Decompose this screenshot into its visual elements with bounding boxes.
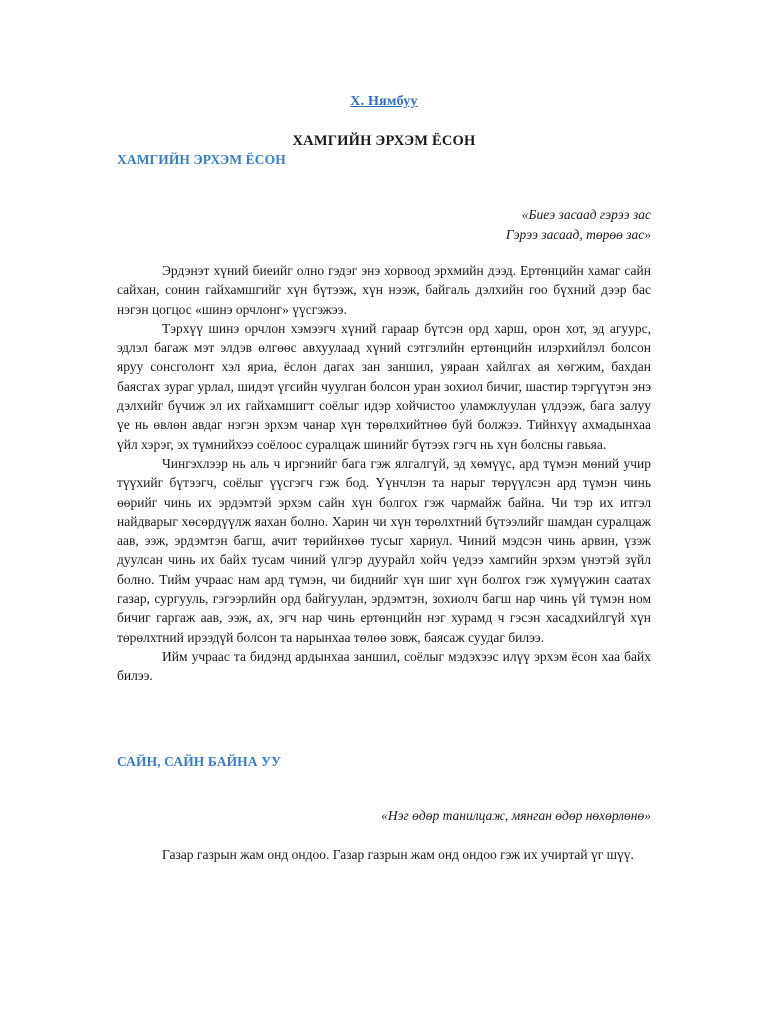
- paragraph: Ийм учраас та бидэнд ардынхаа заншил, соёлыг мэдэхээс илүү эрхэм ёсон хаа байх билээ.: [117, 648, 651, 684]
- section-2-body: [117, 845, 651, 864]
- section-1-body: [117, 261, 651, 686]
- section-heading-1: ХАМГИЙН ЭРХЭМ ЁСОН: [117, 152, 286, 167]
- paragraph: Эрдэнэт хүний биеийг олно гэдэг энэ хорвоод эрхмийн дээд. Ертөнцийн хамаг сайн сайхан, сонин гайхамшгийг хүн бүтээж, хүн нээж, байгаль дэлхийн гоо бүхний дээр бас нэгэн цогцос «шинэ орчлонг» үүсгэжээ.: [117, 263, 651, 317]
- epigraph-1: [506, 205, 651, 245]
- epigraph-line: «Нэг өдөр танилцаж, мянган өдөр нөхөрлөнө»: [381, 808, 651, 823]
- epigraph-line: Гэрээ засаад, төрөө зас»: [505, 227, 651, 242]
- paragraph: Газар газрын жам онд ондоо. Газар газрын жам онд ондоо гэж их учиртай үг шүү.: [162, 847, 634, 862]
- section-heading-2: САЙН, САЙН БАЙНА УУ: [117, 754, 282, 769]
- document-title: ХАМГИЙН ЭРХЭМ ЁСОН: [292, 133, 476, 149]
- author-link[interactable]: Х. Нямбуу: [350, 94, 418, 109]
- epigraph-2: [381, 806, 651, 826]
- paragraph: Чингэхлээр нь аль ч иргэнийг бага гэж ялгалгүй, эд хөмүүс, ард түмэн мөний учир түүхийг бүтээгч, соёлыг үүсгэгч гэж бод. Үүнчлэн та нарыг төрүүлсэн ард түмэн чинь өөрийг чинь их эрдэмтэй эрхэм сайн хүн болгох гэж чармайж байна. Чи тэр их итгэл найдварыг хөсөрдүүлж яахан болно. Харин чи хүн төрөлхтний бүтээлийг шамдан суралцаж аав, ээж, эрдэмтэн багш, ачит төрийнхөө тусыг хариул. Чиний мэдсэн чинь арвин, үзэж дуулсан чинь их байх тусам чиний үлгэр дуурайл хойч үедээ хамгийн эрхэм үнэтэй зүйл болно. Тийм учраас нам ард түмэн, чи биднийг хүн шиг хүн болгох гэж хүмүүжин саатах газар, сургууль, гэгээрлийн орд байгуулан, эрдэмтэн, зохиолч багш нар чинь үй түмэн ном бичиг гаргаж аав, ээж, ах, эгч нар чинь ертөнцийн нэг хурамд ч гэсэн хасадхийлгүй хүн төрөлхтний ирээдүй болсон та нарынхаа төлөө зовж, баясаж суудаг билээ.: [117, 455, 651, 645]
- paragraph: Тэрхүү шинэ орчлон хэмээгч хүний гараар бүтсэн орд харш, орон хот, эд агуурс, эдлэл багаж мэт элдэв өлгөөс авхуулаад хүний сэтгэлийн ертөнцийн илэрхийлэл болсон яруу сонсголонт хэл яриа, ёслон дагах зан заншил, уяраан хайлгах ая хөгжим, бахдан баясгах зураг урлал, шидэт үгсийн чуулган болсон уран зохиол бичиг, шастир тэргүүтэн энэ дэлхийг бүчиж эл их гайхамшигт соёлыг идэр хойчистоо уламжлуулан үлдээж, бага залуу үе нь өвлөн авдаг нэгэн эрхэм чанар хүн төрөлхийтнөө буй болжээ. Тийнхүү ахмадынхаа үйл хэрэг, эх түмнийхээ соёлоос суралцаж шинийг бүтээх гэгч нь хүн болсны гавьяа.: [117, 320, 651, 452]
- epigraph-line: «Биеэ засаад гэрээ зас: [521, 207, 651, 222]
